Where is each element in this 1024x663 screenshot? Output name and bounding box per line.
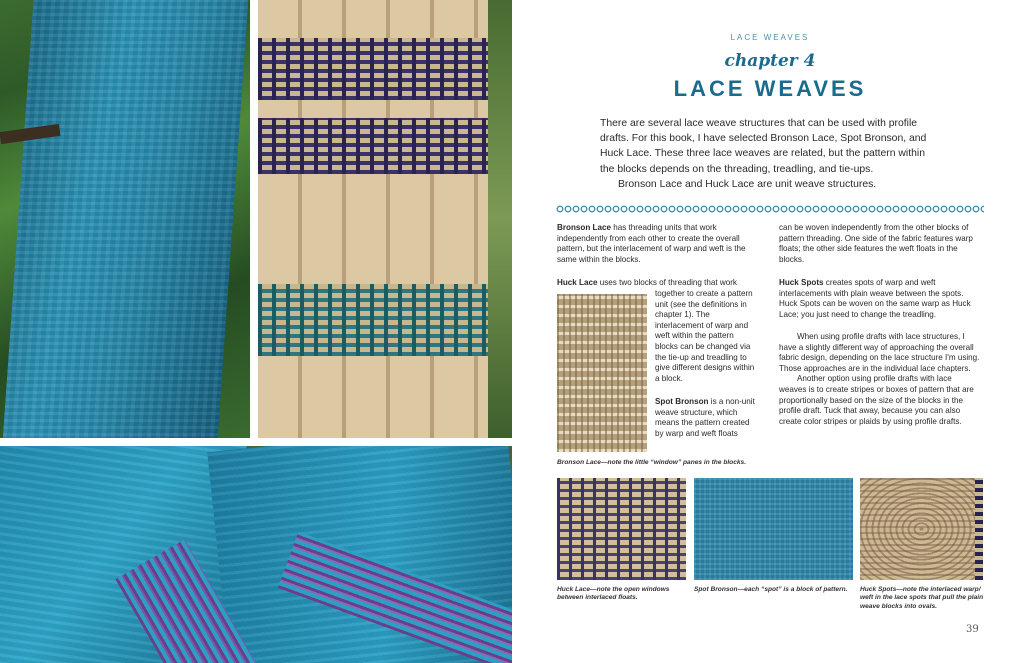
caption-huck-spots: Huck Spots—note the interlaced warp/ weft in the lace spots that pull the plain weave blocks into ovals.	[860, 586, 984, 610]
page-number: 39	[966, 624, 979, 635]
paragraph-bronson-lace	[557, 223, 757, 265]
bronson-lace-swatch-image	[557, 294, 647, 452]
body-paragraph: When using profile drafts with lace structures, I have a slightly different way of approaching the overall fabric design, depending on the lace structure I'm using. Those approaches are in the individual lace chapters.	[779, 332, 980, 373]
photo-blue-lace-towel	[0, 0, 250, 438]
paragraph-profile-drafts	[779, 332, 981, 427]
paragraph-spot-bronson	[655, 397, 758, 439]
huck-spots-swatch-image	[860, 478, 983, 580]
paragraph-spot-bronson-continued	[779, 223, 981, 265]
term-spot-bronson: Spot Bronson	[655, 397, 709, 406]
chapter-title: LACE WEAVES	[673, 76, 867, 101]
paragraph-huck-lace-continued	[655, 289, 758, 384]
caption-spot-bronson: Spot Bronson—each “spot” is a block of pattern.	[694, 586, 848, 593]
blue-towel-fabric	[2, 0, 249, 438]
definition-text: together to create a pattern unit (see the definitions in chapter 1). The interlacement of warp and weft within the pattern blocks can be changed via the tie-up and treadling to give different designs within a block.	[655, 289, 755, 383]
decorative-divider	[556, 205, 984, 213]
intro-paragraph: Bronson Lace and Huck Lace are unit weave structures.	[618, 178, 877, 190]
definition-text: is a non-unit weave structure, which means the pattern created by warp and weft floats	[655, 397, 755, 438]
definition-text: creates spots of warp and weft interlacements with plain weave between the spots. Huck Spots can be woven on the same warp as Huck Lace; you just need to change the treadling.	[779, 278, 971, 319]
body-paragraph: Another option using profile drafts with lace weaves is to create stripes or boxes of pattern that are proportionally based on the size of the blocks in the profile draft. Tuck that away, because you can also create color stripes or plaids by using profile drafts.	[779, 374, 974, 426]
term-huck-lace: Huck Lace	[557, 278, 598, 287]
definition-text: has threading units that work independently from each other to create the overall pattern, but the interlacement of warp and weft is the same within the blocks.	[557, 223, 746, 264]
sampler-fabric	[258, 0, 488, 438]
paragraph-huck-spots	[779, 278, 981, 320]
paragraph-huck-lace	[557, 278, 757, 289]
running-head: LACE WEAVES	[730, 33, 810, 42]
intro-text	[600, 116, 940, 192]
caption-bronson-lace: Bronson Lace—note the little “window” panes in the blocks.	[557, 459, 747, 466]
photo-lace-sampler	[258, 0, 512, 438]
definition-text: uses two blocks of threading that work	[597, 278, 737, 287]
chapter-label: chapter 4	[724, 51, 816, 71]
definition-text: can be woven independently from the other blocks of pattern threading. One side of the fabric features warp floats; the other side features the weft floats in the blocks.	[779, 223, 973, 264]
caption-huck-lace: Huck Lace—note the open windows between interlaced floats.	[557, 586, 670, 602]
spot-bronson-swatch-image	[694, 478, 853, 580]
background-foliage	[488, 0, 512, 438]
photo-blue-lace-scarves	[0, 446, 512, 663]
huck-lace-swatch-image	[557, 478, 686, 580]
intro-paragraph: There are several lace weave structures that can be used with profile drafts. For this book, I have selected Bronson Lace, Spot Bronson, and Huck Lace. These three lace weaves are related, but the pattern within the blocks depends on the threading, treadling, and tie-ups.	[600, 118, 927, 175]
term-huck-spots: Huck Spots	[779, 278, 824, 287]
term-bronson-lace: Bronson Lace	[557, 223, 611, 232]
